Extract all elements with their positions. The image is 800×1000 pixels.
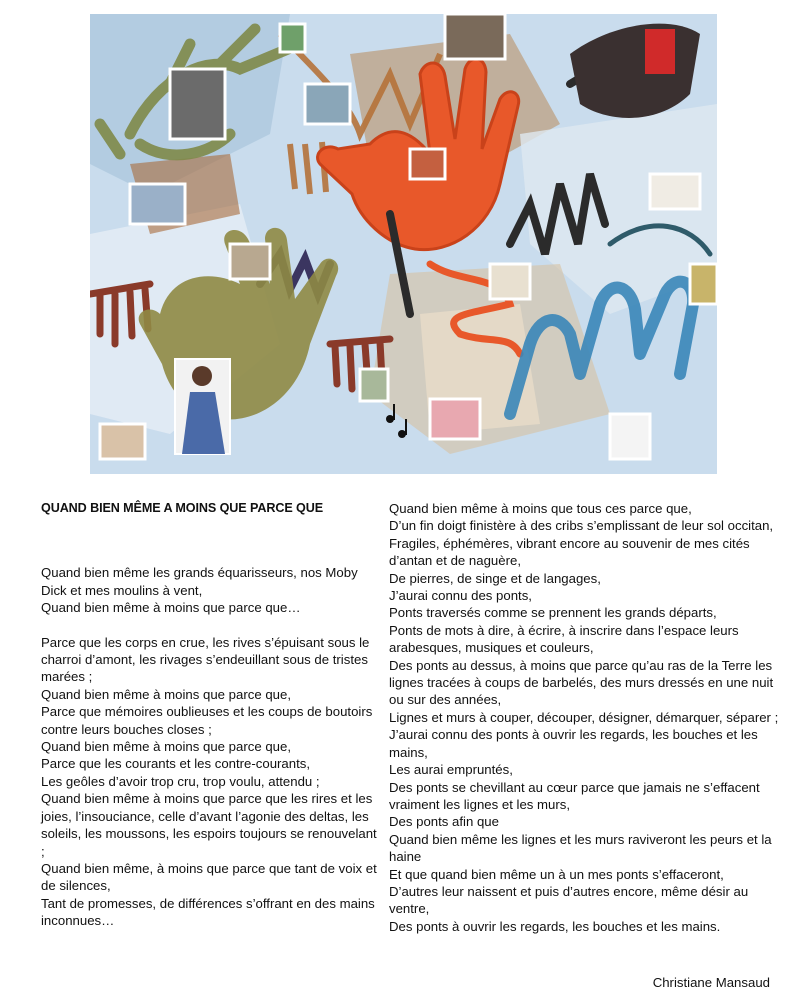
poem-line: Ponts traversés comme se prennent les grands départs, [389, 605, 717, 621]
collage-artwork [90, 14, 717, 474]
poem-line: Lignes et murs à couper, découper, désigner, démarquer, séparer ; [389, 709, 779, 725]
poem-line: Les aurai empruntés, [389, 762, 513, 778]
poem-line: Quand bien même, à moins que parce que tant de voix et de silences, [41, 860, 377, 894]
poem-line: Quand bien même à moins que parce que, [41, 739, 291, 755]
poem-line: Quand bien même les grands équarisseurs, nos Moby Dick et mes moulins à vent, [41, 565, 358, 598]
poem-line: Fragiles, éphémères, vibrant encore au souvenir de mes cités d’antan et de naguère, [389, 535, 750, 569]
poem-line: J’aurai connu des ponts, [389, 588, 532, 604]
poem-line: D’autres leur naissent et puis d’autres encore, même désir au ventre, [389, 883, 749, 917]
author-signature: Christiane Mansaud [652, 975, 770, 990]
collage-artwork-icon [90, 14, 717, 474]
poem-left-column [41, 500, 377, 947]
poem-line: Parce que mémoires oublieuses et les coups de boutoirs contre leurs bouches closes ; [41, 704, 373, 737]
poem-title: QUAND BIEN MÊME A MOINS QUE PARCE QUE [41, 501, 324, 515]
poem-line: Quand bien même les lignes et les murs raviveront les peurs et la haine [389, 831, 772, 865]
poem-line: Ponts de mots à dire, à écrire, à inscrire dans l’espace leurs arabesques, musiques et couleurs, [389, 622, 739, 656]
poem-line: J’aurai connu des ponts à ouvrir les regards, les bouches et les mains, [389, 727, 758, 760]
poem-line: Quand bien même à moins que parce que les rires et les joies, l’insouciance, celle d’avant l’agonie des deltas, les soleils, les moussons, les espoirs toujours se renouvelant ; [41, 791, 377, 859]
poem-line: Des ponts à ouvrir les regards, les bouches et les mains. [389, 918, 721, 934]
poem-line: Et que quand bien même un à un mes ponts s’effaceront, [389, 866, 724, 882]
poem-line: Quand bien même à moins que parce que, [41, 686, 291, 702]
poem-line: Des ponts se chevillant au cœur parce que jamais ne s’effacent vraiment les lignes et les murs, [389, 779, 760, 812]
poem-line: Parce que les courants et les contre-courants, [41, 756, 311, 772]
poem-line: Les geôles d’avoir trop cru, trop voulu, attendu ; [41, 773, 320, 789]
poem-right-column [389, 500, 784, 935]
poem-line: De pierres, de singe et de langages, [389, 570, 601, 586]
poem-line: Quand bien même à moins que tous ces parce que, [389, 501, 692, 516]
poem-line: Quand bien même à moins que parce que… [41, 600, 301, 616]
poem-line: Des ponts afin que [389, 814, 499, 830]
poem-line: D’un fin doigt finistère à des cribs s’emplissant de leur sol occitan, [389, 518, 774, 534]
poem-line: Parce que les corps en crue, les rives s’épuisant sous le charroi d’amont, les rivages s’endeuillant sous de tristes marées ; [41, 634, 370, 685]
poem-line: Tant de promesses, de différences s’offrant en des mains inconnues… [41, 895, 375, 929]
stanza-1 [41, 564, 377, 616]
poem-line: Des ponts au dessus, à moins que parce qu’au ras de la Terre les lignes tracées à coups de barbelés, des murs dressés en une nuit ou sur des années, [389, 657, 774, 708]
stanza-2 [41, 634, 377, 930]
